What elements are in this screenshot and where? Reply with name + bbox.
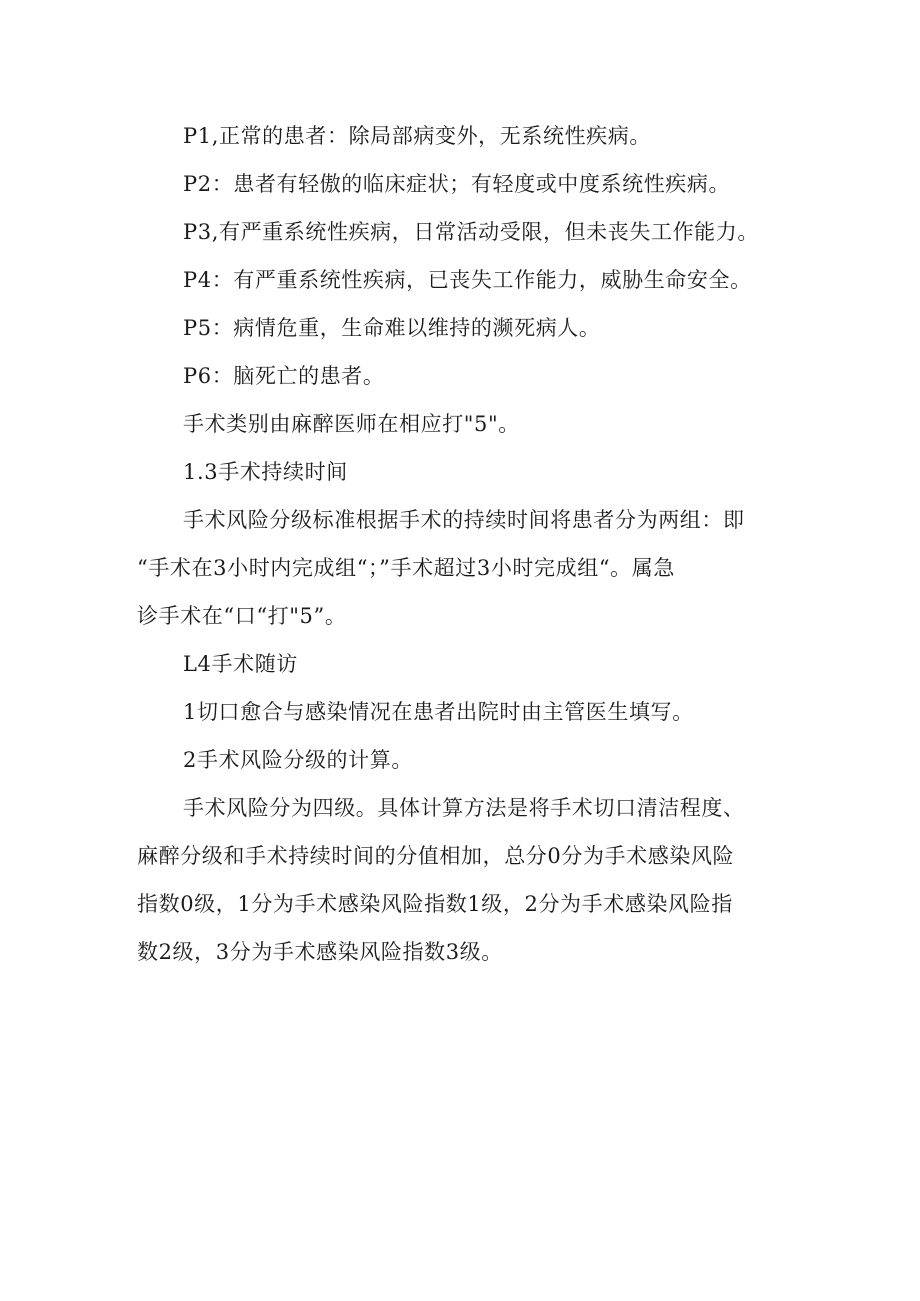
section-heading-duration: 1.3手术持续时间 bbox=[183, 460, 348, 484]
section-heading-follow-up: L4手术随访 bbox=[183, 652, 298, 676]
paragraph-p4: P4：有严重系统性疾病，已丧失工作能力，威胁生命安全。 bbox=[183, 268, 752, 292]
paragraph-risk-line-1: 手术风险分为四级。具体计算方法是将手术切口清洁程度、 bbox=[183, 796, 745, 820]
paragraph-duration-line-2: “手术在3小时内完成组“；”手术超过3小时完成组“。属急 bbox=[137, 556, 675, 580]
paragraph-duration-line-1: 手术风险分级标准根据手术的持续时间将患者分为两组：即 bbox=[183, 508, 745, 532]
paragraph-risk-line-3: 指数0级，1分为手术感染风险指数1级，2分为手术感染风险指 bbox=[137, 892, 733, 916]
paragraph-follow-up-2: 2手术风险分级的计算。 bbox=[183, 748, 413, 772]
paragraph-p3: P3,有严重系统性疾病，日常活动受限，但未丧失工作能力。 bbox=[183, 220, 759, 244]
paragraph-p5: P5：病情危重，生命难以维持的濒死病人。 bbox=[183, 316, 601, 340]
paragraph-follow-up-1: 1切口愈合与感染情况在患者出院时由主管医生填写。 bbox=[183, 700, 694, 724]
document-body bbox=[137, 112, 812, 976]
paragraph-risk-line-4: 数2级，3分为手术感染风险指数3级。 bbox=[137, 940, 503, 964]
paragraph-duration-line-3: 诊手术在“口“打"5”。 bbox=[137, 604, 347, 628]
paragraph-surgery-category: 手术类别由麻醉医师在相应打"5"。 bbox=[183, 412, 520, 436]
paragraph-risk-line-2: 麻醉分级和手术持续时间的分值相加，总分0分为手术感染风险 bbox=[137, 844, 735, 868]
paragraph-p6: P6：脑死亡的患者。 bbox=[183, 364, 385, 388]
paragraph-p2: P2：患者有轻傲的临床症状；有轻度或中度系统性疾病。 bbox=[183, 172, 731, 196]
paragraph-p1: P1,正常的患者：除局部病变外，无系统性疾病。 bbox=[183, 124, 651, 148]
